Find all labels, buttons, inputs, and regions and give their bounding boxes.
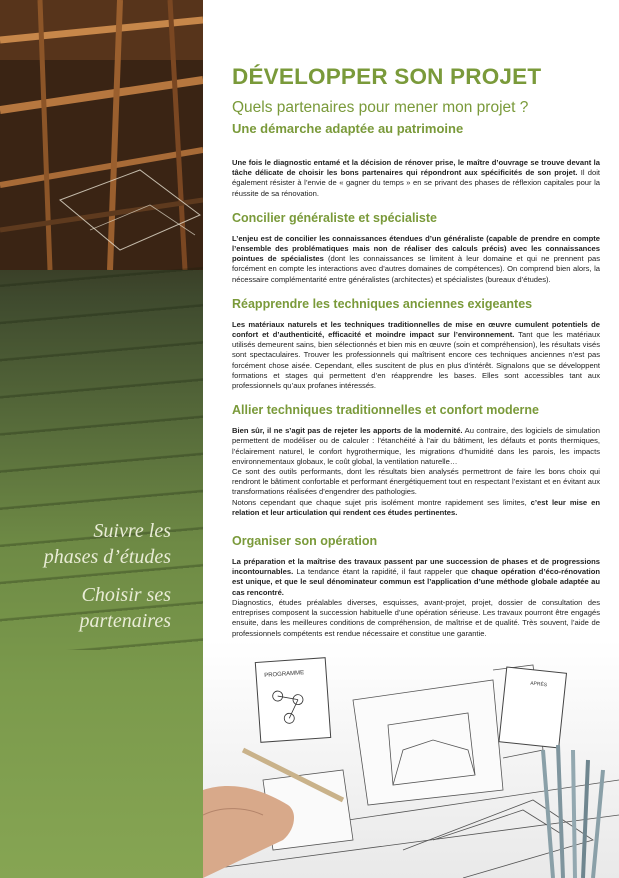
section-paragraph: L’enjeu est de concilier les connaissances étendues d’un généraliste (capable de prendre en compte l’ensemble des problématiques mais non de réaliser des calculs précis) avec les connaissances pointues de spécialistes (dont les connaissances se limitent à leur domaine et qui ne prennent pas forcément en compte les interactions avec d’autres domaines de compétences). On comprend bien alors, la nécessaire complémentarité entre généralistes (architectes) et spécialistes (bureaux d’études). xyxy=(232,233,600,284)
timber-frame-photo xyxy=(0,0,203,270)
section-heading: Allier techniques traditionnelles et confort moderne xyxy=(232,403,539,418)
section-paragraph: Diagnostics, études préalables diverses, esquisses, avant-projet, projet, dossier de consultation des entreprises composent la succession habituelle d’une opération sérieuse. Les travaux pourront être engagés ensuite, dans les meilleures conditions de compréhension, de maîtrise et de qualité. Très souvent, l’aide de professionnels compétents est rendue nécessaire et constitue une garantie. xyxy=(232,597,600,638)
section-paragraph: Bien sûr, il ne s’agit pas de rejeter les apports de la modernité. Au contraire, des logiciels de simulation permettent de modéliser ou de calculer : l’étanchéité à l’air du bâtiment, les défauts et ponts thermiques, l’éclairement naturel, le confort hygrothermique, les migrations d’humidité dans les parois, les impacts environnementaux globaux, le coût global, la ventilation naturelle… xyxy=(232,426,600,466)
intro-paragraph: Une fois le diagnostic entamé et la décision de rénover prise, le maître d’ouvrage se trouve devant la tâche délicate de choisir les bons partenaires qui répondront aux spécificités de son projet. Il doit également résister à l’envie de « gagner du temps » en se privant des phases de réflexion capitales pour la réussite de sa rénovation. xyxy=(232,158,600,198)
page-title: DÉVELOPPER SON PROJET xyxy=(232,64,542,89)
article-body xyxy=(232,64,600,639)
section-paragraph: Ce sont des outils performants, dont les résultats bien analysés permettront de faire les bons choix qui rendront le bâtiment confortable et performant énergétiquement tout en respectant l’existant et en évitant aux transformations réalisées d’engendrer des pathologies. xyxy=(232,467,600,497)
sketch-label-apres: APRÈS xyxy=(529,680,548,689)
tagline-study-phases: Suivre les phases d’études xyxy=(43,520,171,568)
section-heading: Organiser son opération xyxy=(232,534,378,549)
architect-sketch-illustration xyxy=(203,640,619,878)
page-subtitle: Quels partenaires pour mener mon projet ? xyxy=(232,99,529,116)
section-paragraph: La préparation et la maîtrise des travaux passent par une succession de phases et de progressions incontournables. La tendance étant la rapidité, il faut rappeler que chaque opération d’éco-rénovation est unique, et que le seul dénominateur commun est l’application d’une méthode globale adaptée au cas rencontré. xyxy=(232,557,600,597)
sidebar-photo-panel xyxy=(0,0,203,878)
section-heading: Réapprendre les techniques anciennes exigeantes xyxy=(232,296,533,311)
sketch-label-programme: PROGRAMME xyxy=(264,670,305,679)
tagline-choose-partners: Choisir ses partenaires xyxy=(79,584,171,632)
section-heading: Concilier généraliste et spécialiste xyxy=(232,210,437,225)
page-subheading: Une démarche adaptée au patrimoine xyxy=(232,121,464,136)
section-paragraph: Notons cependant que chaque sujet pris isolément montre rapidement ses limites, c’est leur mise en relation et leur articulation qui rendent ces études pertinentes. xyxy=(232,497,600,517)
section-paragraph: Les matériaux naturels et les techniques traditionnelles de mise en œuvre cumulent potentiels de confort et d’authenticité, efficacité et moindre impact sur l’environnement. Tant que les matériaux utilisés demeurent sains, bien sélectionnés et bien mis en œuvre (soin et compréhension), les résultats visés sont spectaculaires. Trouver les professionnels qui maîtrisent encore ces techniques anciennes n’est pas forcément chose aisée. Cependant, elles suscitent de plus en plus d’intérêt. Signalons que se développent formations et stages qui permettent d’en réapprendre les bases. Elles sont accessibles tant aux professionnels qu’aux profanes intéressés. xyxy=(232,319,600,391)
